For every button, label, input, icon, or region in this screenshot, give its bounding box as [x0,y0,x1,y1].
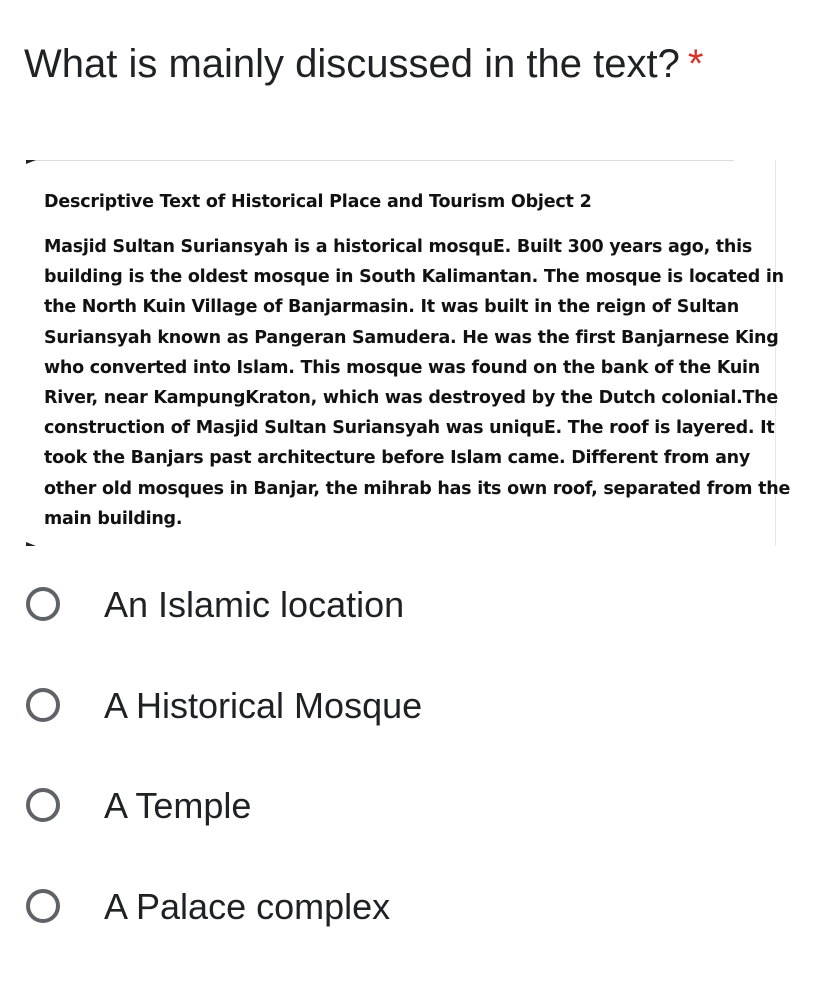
radio-button-icon[interactable] [26,788,60,822]
passage-line: building is the oldest mosque in South Kalimantan. The mosque is located in [44,262,790,292]
radio-button-icon[interactable] [26,889,60,923]
image-top-border [26,160,734,161]
passage-line: River, near KampungKraton, which was destroyed by the Dutch colonial.The [44,383,790,413]
option-palace-complex[interactable] [24,882,804,982]
option-label[interactable]: A Historical Mosque [104,681,422,731]
passage-line: main building. [44,504,790,534]
option-islamic-location[interactable] [24,580,804,681]
passage-line: took the Banjars past architecture before Islam came. Different from any [44,443,790,473]
passage-heading: Descriptive Text of Historical Place and Tourism Object 2 [44,192,592,212]
radio-button-icon[interactable] [26,688,60,722]
required-asterisk: * [688,42,704,86]
image-corner-bottom-mark [26,542,36,546]
option-label[interactable]: A Palace complex [104,882,390,932]
option-temple[interactable] [24,781,804,882]
radio-button-icon[interactable] [26,587,60,621]
option-label[interactable]: A Temple [104,781,251,831]
passage-line: construction of Masjid Sultan Suriansyah was uniquE. The roof is layered. It [44,413,790,443]
passage-line: who converted into Islam. This mosque was found on the bank of the Kuin [44,353,790,383]
passage-body [44,232,790,534]
passage-line: the North Kuin Village of Banjarmasin. It was built in the reign of Sultan [44,292,790,322]
option-historical-mosque[interactable] [24,681,804,782]
answer-options [24,580,804,982]
passage-line: other old mosques in Banjar, the mihrab has its own roof, separated from the [44,474,790,504]
question-title-text: What is mainly discussed in the text? [24,42,680,86]
image-corner-top-mark [26,160,36,164]
passage-line: Suriansyah known as Pangeran Samudera. He was the first Banjarnese King [44,323,790,353]
question-title [24,38,703,90]
passage-line: Masjid Sultan Suriansyah is a historical mosquE. Built 300 years ago, this [44,232,790,262]
passage-image [26,160,776,546]
option-label[interactable]: An Islamic location [104,580,404,630]
